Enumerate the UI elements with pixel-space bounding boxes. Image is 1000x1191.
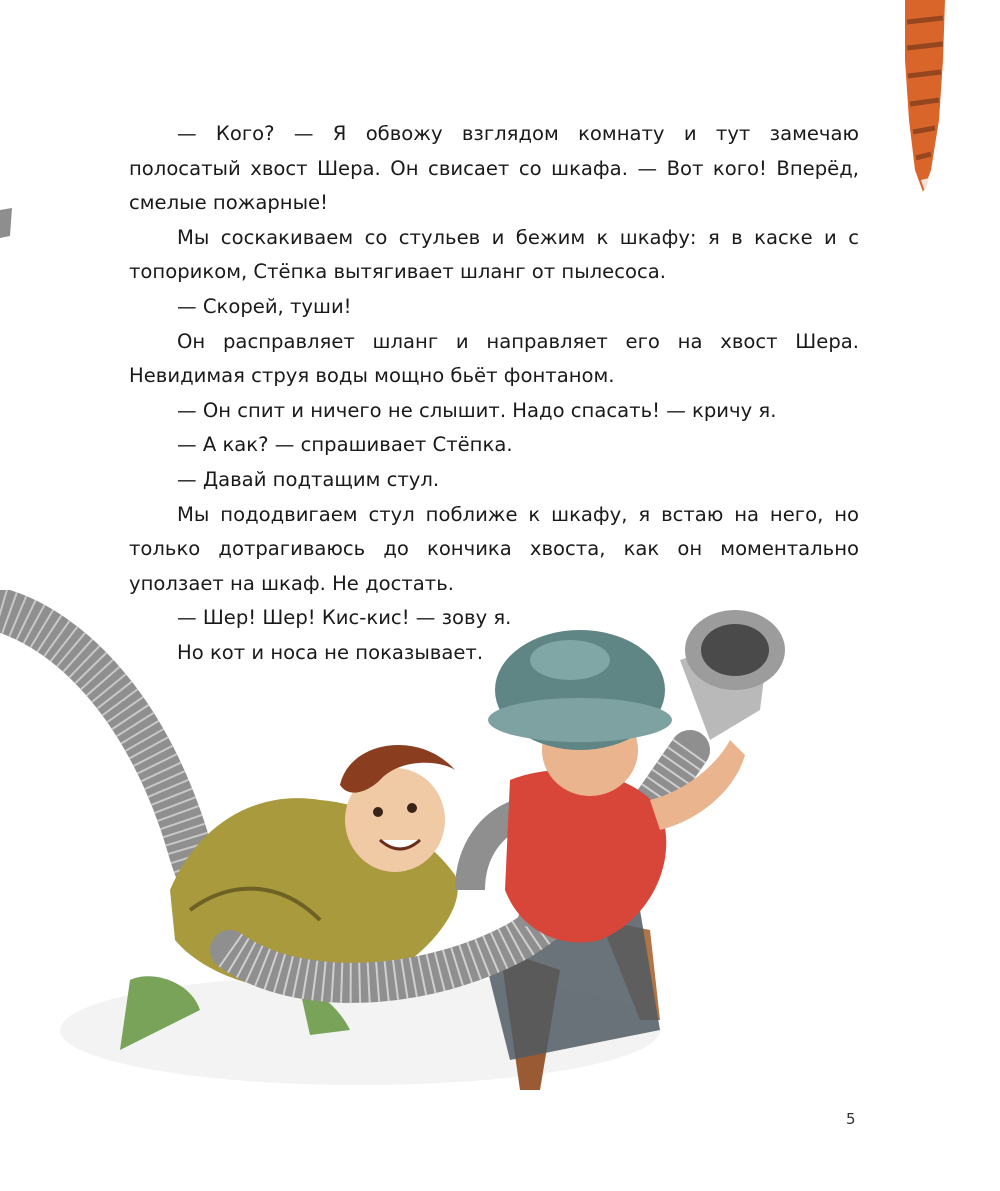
paragraph: — Давай подтащим стул. <box>177 467 440 491</box>
boys-with-hose-illustration <box>0 590 800 1110</box>
paragraph: — Скорей, туши! <box>177 294 352 318</box>
cat-tail-illustration <box>895 0 955 195</box>
paragraph: Мы соскакиваем со стульев и бежим к шкафу: я в каске и с топориком, Стёпка вытягивает шланг от пылесоса. <box>129 225 859 284</box>
paragraph: — А как? — спрашивает Стёпка. <box>177 433 513 457</box>
paragraph: — Шер! Шер! Кис-кис! — зову я. <box>177 606 512 630</box>
story-text <box>129 117 859 671</box>
paragraph: Он расправляет шланг и направляет его на хвост Шера. Невидимая струя воды мощно бьёт фонтаном. <box>129 329 859 388</box>
page-number: 5 <box>846 1110 856 1128</box>
edge-mark <box>0 208 14 238</box>
paragraph: — Кого? — Я обвожу взглядом комнату и тут замечаю полосатый хвост Шера. Он свисает со шкафа. — Вот кого! Вперёд, смелые пожарные! <box>129 122 859 215</box>
paragraph: Но кот и носа не показывает. <box>177 640 484 664</box>
paragraph: — Он спит и ничего не слышит. Надо спасать! — кричу я. <box>177 398 777 422</box>
paragraph: Мы пододвигаем стул поближе к шкафу, я встаю на него, но только дотрагиваюсь до кончика хвоста, как он моментально уползает на шкаф. Не достать. <box>129 502 859 595</box>
